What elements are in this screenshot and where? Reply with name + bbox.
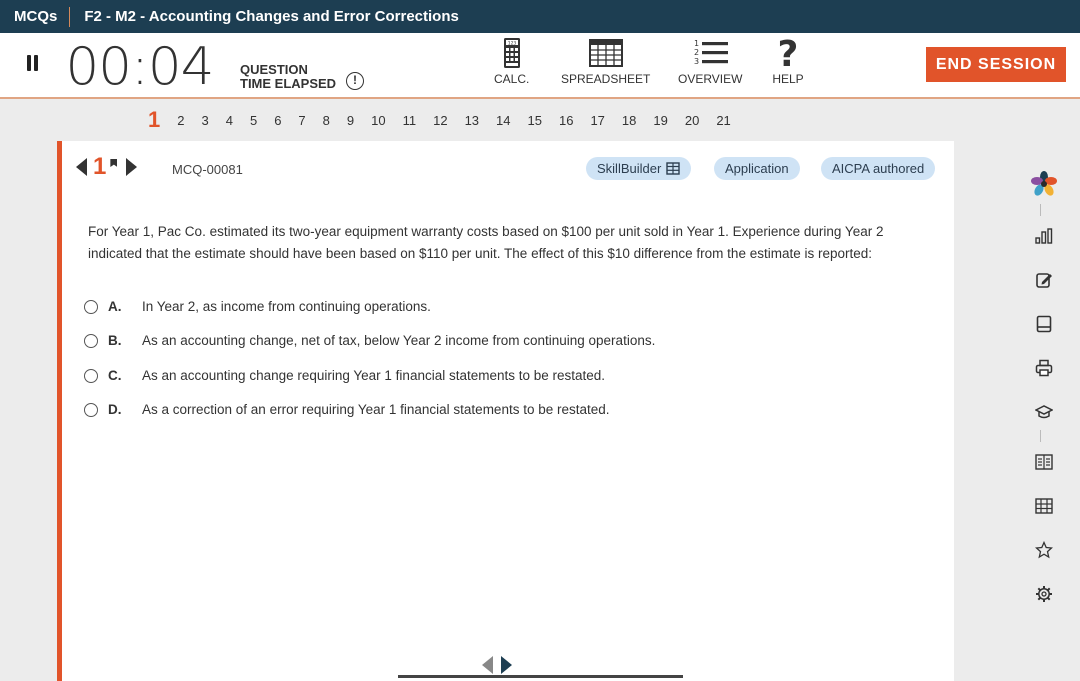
choice-letter: A. bbox=[108, 299, 122, 314]
overview-num-1: 1 bbox=[694, 39, 700, 48]
top-bar bbox=[0, 0, 1080, 33]
question-id: MCQ-00081 bbox=[172, 162, 243, 177]
previous-arrow-icon[interactable] bbox=[76, 158, 87, 176]
edit-icon-graphic bbox=[1035, 271, 1053, 289]
bottom-previous-icon[interactable] bbox=[482, 656, 493, 674]
overview-button[interactable] bbox=[678, 37, 742, 86]
layout-icon-graphic bbox=[1035, 454, 1053, 470]
bottom-nav bbox=[482, 656, 512, 674]
chart-icon-graphic bbox=[1035, 228, 1053, 244]
question-number: 1 bbox=[93, 153, 107, 180]
logo-icon[interactable] bbox=[1026, 170, 1062, 198]
tag-application[interactable]: Application bbox=[714, 157, 800, 180]
note-icon-graphic bbox=[1036, 315, 1052, 333]
question-nav bbox=[140, 102, 748, 138]
list-numbered-icon bbox=[678, 37, 742, 69]
answer-choice-d[interactable] bbox=[84, 402, 610, 417]
toolbar bbox=[0, 33, 1080, 99]
tag-aicpa[interactable]: AICPA authored bbox=[821, 157, 935, 180]
spreadsheet-icon bbox=[562, 37, 650, 69]
calculator-label: CALC. bbox=[494, 72, 530, 86]
question-nav-item[interactable]: 5 bbox=[249, 112, 258, 128]
question-nav-item[interactable]: 16 bbox=[558, 112, 574, 128]
chart-icon[interactable] bbox=[1026, 222, 1062, 250]
question-nav-item[interactable]: 3 bbox=[201, 112, 209, 128]
question-nav-item[interactable]: 2 bbox=[177, 112, 185, 128]
next-arrow-icon[interactable] bbox=[126, 158, 137, 176]
question-text: For Year 1, Pac Co. estimated its two-year equipment warranty costs based on $100 per unit sold in Year 1. Experience during Year 2 indicated that the estimate should have been based on $110 per unit. The effect of this $10 difference from the estimate is reported: bbox=[88, 224, 884, 261]
bottom-next-icon[interactable] bbox=[501, 656, 512, 674]
gear-icon-graphic bbox=[1035, 585, 1053, 603]
answer-choice-b[interactable] bbox=[84, 333, 655, 348]
question-nav-item[interactable]: 6 bbox=[274, 112, 282, 128]
radio-button[interactable] bbox=[84, 369, 98, 383]
timer-display: 00:04 bbox=[65, 37, 214, 97]
logo-icon-graphic bbox=[1031, 171, 1057, 197]
question-nav-item[interactable]: 21 bbox=[716, 112, 731, 128]
grid-icon[interactable] bbox=[1026, 492, 1062, 520]
sidebar-divider bbox=[1040, 430, 1041, 442]
question-nav-item[interactable]: 13 bbox=[464, 112, 480, 128]
calculator-icon bbox=[497, 37, 527, 69]
tag-label: SkillBuilder bbox=[597, 161, 662, 176]
question-panel bbox=[57, 141, 954, 681]
choice-text: As an accounting change, net of tax, below Year 2 income from continuing operations. bbox=[142, 333, 656, 348]
question-nav-item[interactable]: 8 bbox=[322, 112, 330, 128]
note-icon[interactable] bbox=[1026, 310, 1062, 338]
choice-text: In Year 2, as income from continuing operations. bbox=[142, 299, 431, 314]
question-nav-item[interactable]: 14 bbox=[496, 112, 511, 128]
layout-icon[interactable] bbox=[1026, 448, 1062, 476]
timer-label-line1: QUESTION bbox=[240, 62, 308, 77]
grid-icon-graphic bbox=[1035, 498, 1053, 514]
end-session-button[interactable]: END SESSION bbox=[926, 47, 1066, 82]
star-icon-graphic bbox=[1035, 541, 1053, 559]
help-button[interactable] bbox=[770, 37, 806, 86]
question-nav-item[interactable]: 18 bbox=[621, 112, 637, 128]
help-icon bbox=[770, 37, 806, 69]
info-icon[interactable]: ! bbox=[346, 72, 364, 90]
help-glyph: ? bbox=[777, 37, 799, 69]
tag-skillbuilder[interactable] bbox=[586, 157, 691, 180]
edit-icon[interactable] bbox=[1026, 266, 1062, 294]
question-pager bbox=[76, 155, 137, 179]
gear-icon[interactable] bbox=[1026, 580, 1062, 608]
graduation-icon[interactable] bbox=[1026, 398, 1062, 426]
spreadsheet-label: SPREADSHEET bbox=[561, 72, 651, 86]
page-title: F2 - M2 - Accounting Changes and Error Corrections bbox=[84, 8, 459, 25]
question-nav-item[interactable]: 19 bbox=[653, 112, 668, 128]
star-icon[interactable] bbox=[1026, 536, 1062, 564]
timer-label bbox=[240, 63, 336, 91]
timer-label-line2: TIME ELAPSED bbox=[240, 76, 337, 91]
flag-icon[interactable] bbox=[110, 159, 117, 167]
overview-label: OVERVIEW bbox=[678, 72, 743, 86]
print-icon[interactable] bbox=[1026, 354, 1062, 382]
question-nav-item[interactable]: 7 bbox=[298, 112, 306, 128]
choice-letter: B. bbox=[108, 333, 122, 348]
divider bbox=[69, 7, 70, 27]
question-nav-item[interactable]: 20 bbox=[684, 112, 700, 128]
print-icon-graphic bbox=[1035, 359, 1053, 377]
question-nav-item[interactable]: 4 bbox=[225, 112, 233, 128]
question-nav-item[interactable]: 12 bbox=[433, 112, 448, 128]
radio-button[interactable] bbox=[84, 334, 98, 348]
sidebar-divider bbox=[1040, 204, 1041, 216]
overview-num-3: 3 bbox=[694, 57, 700, 66]
calendar-grid-icon bbox=[666, 162, 680, 175]
choice-letter: C. bbox=[108, 368, 122, 383]
graduation-icon-graphic bbox=[1035, 404, 1053, 420]
choice-text: As a correction of an error requiring Year 1 financial statements to be restated. bbox=[142, 402, 610, 417]
question-nav-item[interactable]: 17 bbox=[590, 112, 605, 128]
question-nav-item[interactable]: 15 bbox=[527, 112, 542, 128]
question-nav-current[interactable]: 1 bbox=[148, 107, 161, 132]
app-name: MCQs bbox=[14, 8, 58, 25]
question-nav-item[interactable]: 11 bbox=[402, 112, 417, 128]
calculator-display-text: 123 bbox=[507, 41, 516, 47]
answer-choice-c[interactable] bbox=[84, 368, 605, 383]
radio-button[interactable] bbox=[84, 403, 98, 417]
question-nav-item[interactable]: 9 bbox=[346, 112, 355, 128]
answer-choice-a[interactable] bbox=[84, 299, 431, 314]
calculator-button[interactable] bbox=[494, 37, 529, 86]
overview-num-2: 2 bbox=[694, 48, 700, 57]
choice-text: As an accounting change requiring Year 1 financial statements to be restated. bbox=[142, 368, 606, 383]
spreadsheet-button[interactable] bbox=[561, 37, 650, 86]
pause-icon[interactable] bbox=[26, 55, 40, 71]
help-label: HELP bbox=[772, 72, 804, 86]
choice-letter: D. bbox=[108, 402, 122, 417]
radio-button[interactable] bbox=[84, 300, 98, 314]
question-nav-item[interactable]: 10 bbox=[371, 112, 386, 128]
